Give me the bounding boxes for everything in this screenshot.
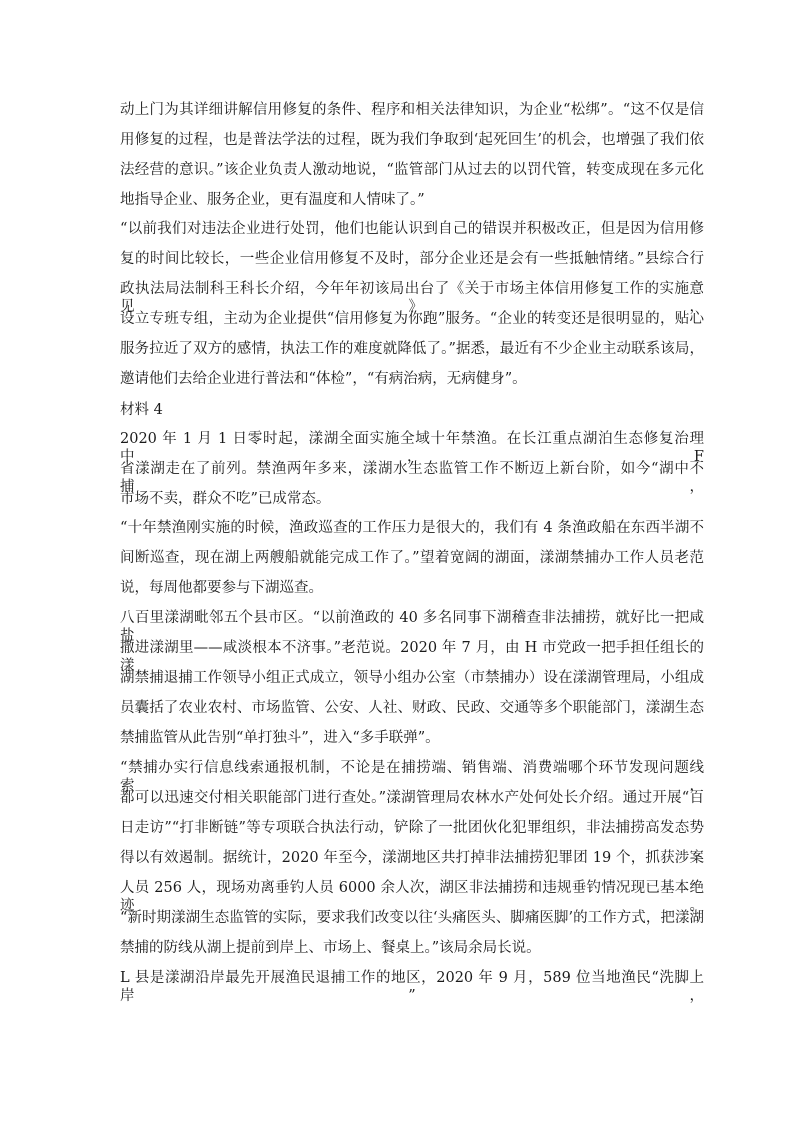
paragraph-line: 日走访”“打非断链”等专项联合执法行动，铲除了一批团伙化犯罪组织，非法捕捞高发态势	[120, 820, 704, 836]
paragraph-line: 动上门为其详细讲解信用修复的条件、程序和相关法律知识，为企业“松绑”。“这不仅是信	[120, 102, 704, 118]
paragraph-line: 禁捕的防线从湖上提前到岸上、市场上、餐桌上。”该局余局长说。	[120, 940, 541, 956]
paragraph-line: “十年禁渔刚实施的时候，渔政巡查的工作压力是很大的，我们有 4 条渔政船在东西半湖不	[120, 520, 704, 536]
paragraph-line: 说，每周他都要参与下湖巡查。	[120, 580, 323, 596]
paragraph-line: 撒进漾湖里——咸淡根本不济事。”老范说。2020 年 7 月，由 H 市党政一把手担任组长的漾	[120, 640, 704, 674]
paragraph-line: L 县是漾湖沿岸最先开展渔民退捕工作的地区，2020 年 9 月，589 位当地渔民“洗脚上岸”，	[120, 970, 704, 1004]
paragraph-line: 邀请他们去给企业进行普法和“体检”，“有病治病，无病健身”。	[120, 371, 527, 387]
paragraph-line: 省漾湖走在了前列。禁渔两年多来，漾湖水生态监管工作不断迈上新台阶，如今“湖中不捕，	[120, 461, 704, 495]
paragraph-line: 员囊括了农业农村、市场监管、公安、人社、财政、民政、交通等多个职能部门，漾湖生态	[120, 700, 704, 716]
paragraph-line: 2020 年 1 月 1 日零时起，漾湖全面实施全域十年禁渔。在长江重点湖泊生态修复治理中，F	[120, 431, 704, 465]
paragraph-line: 用修复的过程，也是普法学法的过程，既为我们争取到‘起死回生’的机会，也增强了我们依	[120, 132, 704, 148]
paragraph-line: 设立专班专组，主动为企业提供“信用修复为你跑”服务。“企业的转变还是很明显的，贴心	[120, 311, 704, 327]
paragraph-line: 市场不卖，群众不吃”已成常态。	[120, 491, 331, 507]
paragraph-line: 间断巡查，现在湖上两艘船就能完成工作了。”望着宽阔的湖面，漾湖禁捕办工作人员老范	[120, 550, 704, 566]
paragraph-line: 法经营的意识。”该企业负责人激动地说，“监管部门从过去的以罚代管，转变成现在多元化	[120, 162, 704, 178]
paragraph-line: 禁捕监管从此告别“单打独斗”，进入“多手联弹”。	[120, 730, 440, 746]
paragraph-line: 人员 256 人，现场劝离垂钓人员 6000 余人次，湖区非法捕捞和违规垂钓情况现已基本绝迹。	[120, 880, 704, 914]
paragraph-line: 复的时间比较长，一些企业信用修复不及时，部分企业还是会有一些抵触情绪。”县综合行	[120, 251, 704, 267]
paragraph-line: 地指导企业、服务企业，更有温度和人情味了。”	[120, 192, 425, 208]
section-heading: 材料 4	[120, 402, 163, 418]
paragraph-line: “新时期漾湖生态监管的实际，要求我们改变以往‘头痛医头、脚痛医脚’的工作方式，把漾湖	[120, 910, 704, 926]
paragraph-line: 湖禁捕退捕工作领导小组正式成立，领导小组办公室（市禁捕办）设在漾湖管理局，小组成	[120, 670, 704, 686]
paragraph-line: 政执法局法制科王科长介绍，今年年初该局出台了《关于市场主体信用修复工作的实施意见》，	[120, 281, 704, 315]
paragraph-line: “禁捕办实行信息线索通报机制，不论是在捕捞端、销售端、消费端哪个环节发现问题线索，	[120, 760, 704, 794]
paragraph-line: 服务拉近了双方的感情，执法工作的难度就降低了。”据悉，最近有不少企业主动联系该局，	[120, 341, 704, 357]
paragraph-line: 八百里漾湖毗邻五个县市区。“以前渔政的 40 多名同事下湖稽查非法捕捞，就好比一把咸盐	[120, 610, 704, 644]
paragraph-line: 都可以迅速交付相关职能部门进行查处。”漾湖管理局农林水产处何处长介绍。通过开展“百	[120, 790, 704, 806]
paragraph-line: “以前我们对违法企业进行处罚，他们也能认识到自己的错误并积极改正，但是因为信用修	[120, 221, 704, 237]
paragraph-line: 得以有效遏制。据统计，2020 年至今，漾湖地区共打掉非法捕捞犯罪团 19 个，抓获涉案	[120, 850, 704, 866]
